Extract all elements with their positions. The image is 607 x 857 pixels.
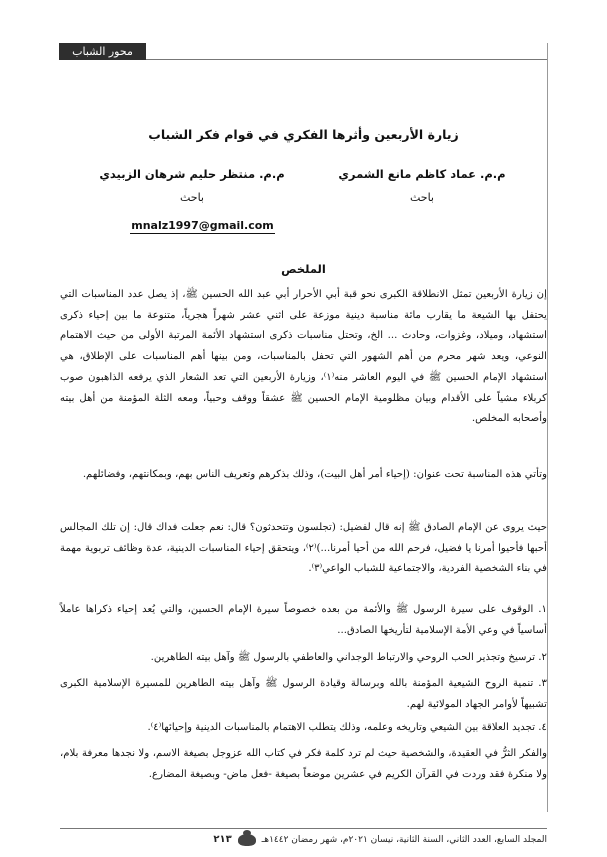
author-1 [317,167,527,204]
page-number: ٢١٣ [213,834,232,845]
list-item: ٤. تجديد العلاقة بين الشيعي وتاريخه وعلمه، وذلك يتطلب الاهتمام بالمناسبات الدينية وإحيائها⁽٤⁾. [147,722,547,733]
footer-journal-info: المجلد السابع، العدد الثاني، السنة الثانية، نيسان ٢٠٢١م، شهر رمضان ١٤٤٢هـ [261,835,547,845]
author-2-name: م.م. منتظر حليم شرهان الزبيدي [99,167,285,181]
margin-line [547,43,548,812]
author-email[interactable]: mnalz1997@gmail.com [131,219,274,232]
list-item: ١. الوقوف على سيرة الرسول ﷺ والأئمة من بعده خصوصاً سيرة الإمام الحسين، والتي يُعد إحياء ذكراها عاملاً أساسياً في وعي الأمة الإسلامية لتأريخها الصادق... [60,604,547,636]
header-rule [146,59,547,60]
abstract-paragraph-2: وتأتي هذه المناسبة تحت عنوان: (إحياء أمر أهل البيت)، وذلك بذكرهم وتعريف الناس بهم، وبمكانتهم، وفضائلهم. [82,469,547,480]
paper-title: زيارة الأربعين وأثرها الفكري في قوام فكر الشباب [148,127,459,142]
author-2-role: باحث [179,191,204,204]
list-item: ٣. تنمية الروح الشيعية المؤمنة بالله وبرسالة وقيادة الرسول ﷺ وآهل بيته الطاهرين للمسيرة الإسلامية الكبرى تشبيهاً لأوامر الجهاد المولائية لهم. [60,678,547,710]
abstract-paragraph-1: إن زيارة الأربعين تمثل الانطلاقة الكبرى نحو قبة أبي الأحرار أبي عبد الله الحسين ﷺ، إذ يصل عدد المناسبات التي يحتفل بها الشيعة ما يقارب مائة مناسبة دينية موزعة على اثني عشر شهراً هجرياً، متنوعة ما بين إحياء ذكرى استشهاد، وميلاد، وغزوات، وحادث ... الخ، وتحتل مناسبات ذكرى استشهاد الأئمة المرتبة الأولى من حيث الاهتمام النوعي، ويعد شهر محرم من أهم الشهور التي تحفل بالمناسبات، ومن بينها أهم المناسبات على الإطلاق، هي استشهاد الإمام الحسين ﷺ في اليوم العاشر منه⁽١⁾، وزيارة الأربعين التي تعد الشعار الذي يرفعه الذاهبون صوب كربلاء مشياً على الأقدام وبيان مظلومية الإمام الحسين ﷺ عشقاً ووقف وحبياً، ومعه الثلة المؤمنة من أهل بيته وأصحابه المخلص. [60,289,547,425]
footer-rule [60,828,547,829]
abstract-heading: الملخص [281,262,326,276]
list-item: ٢. ترسيخ وتجذير الحب الروحي والارتباط الوجداني والعاطفي بالرسول ﷺ وآهل بيته الطاهرين. [150,652,547,663]
author-1-role: باحث [409,191,434,204]
author-2 [92,167,292,204]
section-tab: محور الشباب [59,43,146,60]
page-footer [60,833,547,847]
abstract-paragraph-3: حيث يروى عن الإمام الصادق ﷺ إنه قال لفضيل: (تجلسون وتتحدثون؟ قال: نعم جعلت فداك قال: إن تلك المجالس أحبها فأحيوا أمرنا يا فضيل، فرحم الله من أحيا أمرنا...)⁽٢⁾، ويتحقق إحياء المناسبات الدينية، عدة وظائف تربوية مهمة في بناء الشخصية الفردية، والاجتماعية للشباب الواعي⁽٣⁾. [60,522,547,575]
journal-logo-icon [238,834,256,846]
abstract-paragraph-4: والفكر الثرُّ في العقيدة، والشخصية حيث لم ترد كلمة فكر في كتاب الله عزوجل بصيغة الاسم، ولا نجدها معرفة بلام، ولا منكرة فقد وردت في القرآن الكريم في عشرين موضعاً بصيغة -فعل ماض- وبصيغة المضارع. [60,748,547,780]
author-1-name: م.م. عماد كاظم مانع الشمري [338,167,506,181]
